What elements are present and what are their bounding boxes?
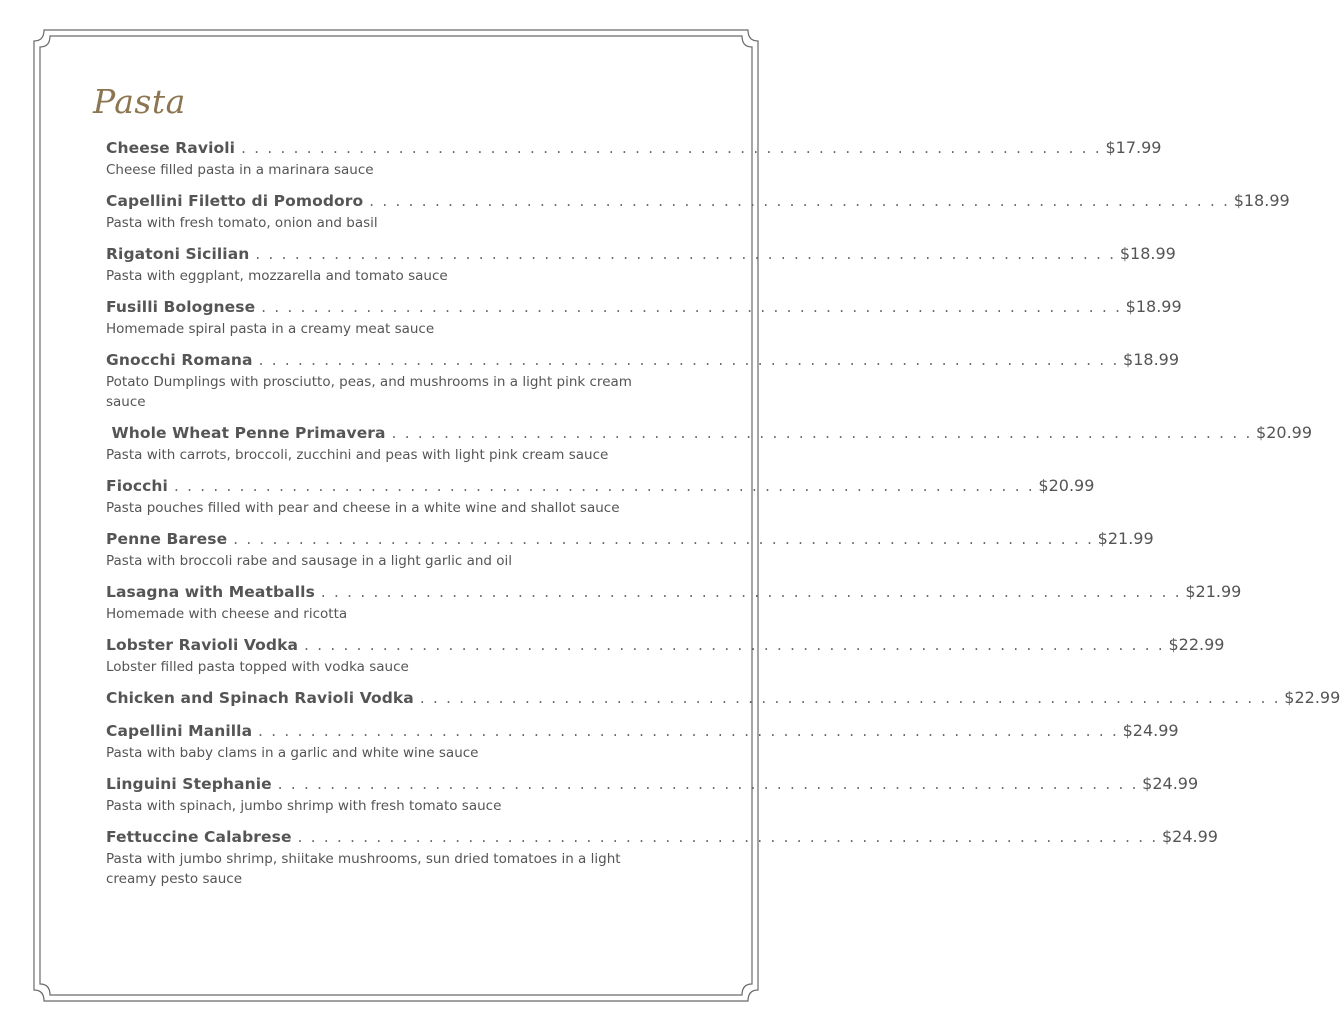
menu-item [106, 633, 1225, 677]
menu-item-price: $20.99 [1256, 423, 1313, 442]
dot-leader: . . . . . . . . . . . . . . . . . . . . . . . . . . . . . . . . . . . . . . . . . . . . . . . . . . . . . . . . . . . . . . . . . . [233, 530, 1094, 548]
menu-item-description: Pasta with fresh tomato, onion and basil [106, 215, 378, 231]
menu-item [106, 295, 1182, 339]
menu-item [106, 719, 1179, 763]
menu-item [106, 527, 1154, 571]
menu-item-name: Fusilli Bolognese [106, 298, 256, 316]
dot-leader: . . . . . . . . . . . . . . . . . . . . . . . . . . . . . . . . . . . . . . . . . . . . . . . . . . . . . . . . . . . . . . . . . . [297, 828, 1158, 846]
dot-leader: . . . . . . . . . . . . . . . . . . . . . . . . . . . . . . . . . . . . . . . . . . . . . . . . . . . . . . . . . . . . . . . . . . [258, 722, 1119, 740]
menu-item-description: Homemade with cheese and ricotta [106, 606, 348, 622]
menu-item-name: Fiocchi [106, 477, 168, 495]
menu-item-price: $18.99 [1123, 350, 1180, 369]
menu-item-description: Pasta with jumbo shrimp, shiitake mushrooms, sun dried tomatoes in a light creamy pesto sauce [106, 851, 621, 887]
dot-leader: . . . . . . . . . . . . . . . . . . . . . . . . . . . . . . . . . . . . . . . . . . . . . . . . . . . . . . . . . . . . . . . . . . [304, 636, 1165, 654]
menu-item-name: Penne Barese [106, 530, 228, 548]
menu-item-price: $18.99 [1119, 244, 1176, 263]
menu-item [106, 686, 1340, 710]
menu-item-description: Pasta pouches filled with pear and cheese in a white wine and shallot sauce [106, 500, 620, 516]
menu-item-name: Linguini Stephanie [106, 775, 272, 793]
menu-item [106, 136, 1162, 180]
menu-item-description: Pasta with spinach, jumbo shrimp with fresh tomato sauce [106, 798, 502, 814]
dot-leader: . . . . . . . . . . . . . . . . . . . . . . . . . . . . . . . . . . . . . . . . . . . . . . . . . . . . . . . . . . . . . . . . . . [320, 583, 1182, 601]
menu-item [106, 242, 1176, 286]
menu-item-price: $24.99 [1161, 827, 1218, 846]
menu-item-description: Potato Dumplings with prosciutto, peas, and mushrooms in a light pink cream sauce [106, 374, 632, 410]
menu-item-name: Rigatoni Sicilian [106, 245, 250, 263]
dot-leader: . . . . . . . . . . . . . . . . . . . . . . . . . . . . . . . . . . . . . . . . . . . . . . . . . . . . . . . . . . . . . . . . . . [391, 424, 1253, 442]
menu-item-description: Pasta with carrots, broccoli, zucchini and peas with light pink cream sauce [106, 447, 609, 463]
menu-item-description: Pasta with broccoli rabe and sausage in a light garlic and oil [106, 553, 513, 569]
menu-item-description: Homemade spiral pasta in a creamy meat sauce [106, 321, 435, 337]
menu-item-price: $22.99 [1168, 635, 1225, 654]
dot-leader: . . . . . . . . . . . . . . . . . . . . . . . . . . . . . . . . . . . . . . . . . . . . . . . . . . . . . . . . . . . . . . . . . . [255, 245, 1116, 263]
menu-item-name: Lobster Ravioli Vodka [106, 636, 299, 654]
menu-item-description: Pasta with eggplant, mozzarella and tomato sauce [106, 268, 448, 284]
section-title: Pasta [93, 82, 186, 121]
menu-item [106, 189, 1290, 233]
menu-item-price: $22.99 [1284, 688, 1340, 707]
menu-item-name: Lasagna with Meatballs [106, 583, 315, 601]
menu-item-header [106, 527, 1154, 551]
menu-item-price: $21.99 [1097, 529, 1154, 548]
menu-item-header [106, 421, 1313, 445]
menu-item [106, 421, 1313, 465]
dot-leader: . . . . . . . . . . . . . . . . . . . . . . . . . . . . . . . . . . . . . . . . . . . . . . . . . . . . . . . . . . . . . . . . . . [241, 139, 1102, 157]
menu-item-price: $21.99 [1185, 582, 1242, 601]
menu-item-name: Chicken and Spinach Ravioli Vodka [106, 689, 414, 707]
menu-item-header [106, 825, 1218, 849]
menu-item-price: $24.99 [1122, 721, 1179, 740]
dot-leader: . . . . . . . . . . . . . . . . . . . . . . . . . . . . . . . . . . . . . . . . . . . . . . . . . . . . . . . . . . . . . . . . . . [419, 689, 1281, 707]
menu-item-header [106, 772, 1199, 796]
menu-item-description: Cheese filled pasta in a marinara sauce [106, 162, 374, 178]
dot-leader: . . . . . . . . . . . . . . . . . . . . . . . . . . . . . . . . . . . . . . . . . . . . . . . . . . . . . . . . . . . . . . . . . . [369, 192, 1230, 210]
menu-item-header [106, 474, 1095, 498]
menu-item-header [106, 295, 1182, 319]
menu-item-price: $17.99 [1105, 138, 1162, 157]
menu-item [106, 580, 1242, 624]
dot-leader: . . . . . . . . . . . . . . . . . . . . . . . . . . . . . . . . . . . . . . . . . . . . . . . . . . . . . . . . . . . . . . . . . . [173, 477, 1035, 495]
menu-item-header [106, 136, 1162, 160]
menu-item-header [106, 348, 1180, 372]
menu-item [106, 348, 1180, 412]
menu-item-price: $20.99 [1038, 476, 1095, 495]
menu-item-price: $24.99 [1142, 774, 1199, 793]
menu-item [106, 474, 1095, 518]
menu-item-description: Lobster filled pasta topped with vodka sauce [106, 659, 409, 675]
menu-item-header [106, 686, 1340, 710]
menu-item [106, 825, 1218, 889]
menu-item-header [106, 189, 1290, 213]
menu-item-name: Fettuccine Calabrese [106, 828, 292, 846]
menu-item-price: $18.99 [1125, 297, 1182, 316]
menu-list [106, 136, 1340, 898]
menu-item-name: Cheese Ravioli [106, 139, 236, 157]
dot-leader: . . . . . . . . . . . . . . . . . . . . . . . . . . . . . . . . . . . . . . . . . . . . . . . . . . . . . . . . . . . . . . . . . . [258, 351, 1120, 369]
menu-item-price: $18.99 [1233, 191, 1290, 210]
menu-item-name: Capellini Filetto di Pomodoro [106, 192, 364, 210]
menu-item-header [106, 633, 1225, 657]
menu-item-header [106, 242, 1176, 266]
dot-leader: . . . . . . . . . . . . . . . . . . . . . . . . . . . . . . . . . . . . . . . . . . . . . . . . . . . . . . . . . . . . . . . . . . [261, 298, 1122, 316]
menu-item-name: Capellini Manilla [106, 722, 253, 740]
menu-item-name: Gnocchi Romana [106, 351, 253, 369]
menu-item-name: Whole Wheat Penne Primavera [106, 424, 386, 442]
menu-item-header [106, 580, 1242, 604]
menu-item-description: Pasta with baby clams in a garlic and white wine sauce [106, 745, 479, 761]
dot-leader: . . . . . . . . . . . . . . . . . . . . . . . . . . . . . . . . . . . . . . . . . . . . . . . . . . . . . . . . . . . . . . . . . . [277, 775, 1139, 793]
menu-item [106, 772, 1199, 816]
menu-item-header [106, 719, 1179, 743]
